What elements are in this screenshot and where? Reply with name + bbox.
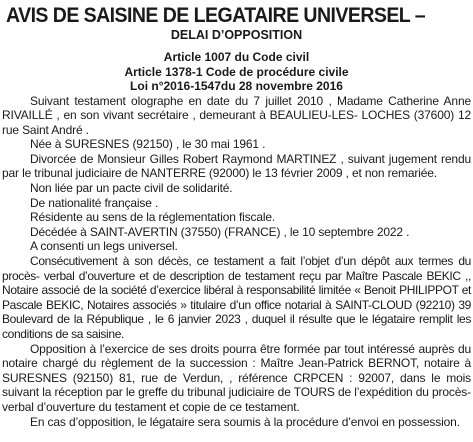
paragraph-legacy: A consenti un legs universel. xyxy=(30,239,178,254)
paragraph-residence: Résidente au sens de la réglementation fiscale. xyxy=(30,210,276,225)
legal-references xyxy=(2,50,471,94)
legal-reference: Article 1378-1 Code de procédure civile xyxy=(124,64,349,79)
legal-reference: Loi n°2016-1547du 28 novembre 2016 xyxy=(130,79,343,93)
paragraph-nationality: De nationalité française . xyxy=(30,195,159,210)
paragraph-death: Décédée à SAINT-AVERTIN (37550) (FRANCE) , le 10 septembre 2022 . xyxy=(30,224,410,239)
paragraph-pacs: Non liée par un pacte civil de solidarité. xyxy=(30,181,233,196)
legal-reference: Article 1007 du Code civil xyxy=(163,50,310,64)
notice-title: AVIS DE SAISINE DE LEGATAIRE UNIVERSEL – xyxy=(6,4,425,27)
paragraph-possession: En cas d’opposition, le légataire sera soumis à la procédure d’envoi en possession. xyxy=(30,414,460,429)
paragraph-birth: Née à SURESNES (92150) , le 30 mai 1961 . xyxy=(30,137,266,152)
notice-body xyxy=(2,94,471,430)
paragraph-opposition: Opposition à l’exercice de ses droits pourra être formée par tout intéressé auprès du notaire chargé du règlement de la succession : Maître Jean-Patrick BERNOT, notaire à SURESNES (92150) 81, rue de Verdun, , référence CRPCEN : 92007, dans le mois suivant la réception par le greffe du tribunal judiciaire de TOURS de l’expédition du procès-verbal d’ouverture du testament et copie de ce testament. xyxy=(2,341,471,414)
paragraph-divorce: Divorcée de Monsieur Gilles Robert Raymond MARTINEZ , suivant jugement rendu par le tribunal judiciaire de NANTERRE (92000) le 13 février 2009 , et non remariée. xyxy=(2,151,471,181)
notice-subtitle: DELAI D’OPPOSITION xyxy=(170,28,303,42)
paragraph-testament: Suivant testament olographe en date du 7 juillet 2010 , Madame Catherine Anne RIVAILLÉ , en son vivant secrétaire , demeurant à BEAULIEU-LES- LOCHES (37600) 12 rue Saint André . xyxy=(2,93,471,137)
paragraph-deposit: Consécutivement à son décès, ce testament a fait l’objet d’un dépôt aux termes du procès- verbal d’ouverture et de description de testament reçu par Maître Pascale BEKIC ,, Notaire associé de la société d’exercice libéral à responsabilité limitée « Benoit PHILIPPOT et Pascale BEKIC, Notaires associés » titulaire d’un office notarial à SAINT-CLOUD (92210) 39 Boulevard de la République , le 6 janvier 2023 , duquel il résulte que le légataire remplit les conditions de sa saisine. xyxy=(2,254,471,341)
